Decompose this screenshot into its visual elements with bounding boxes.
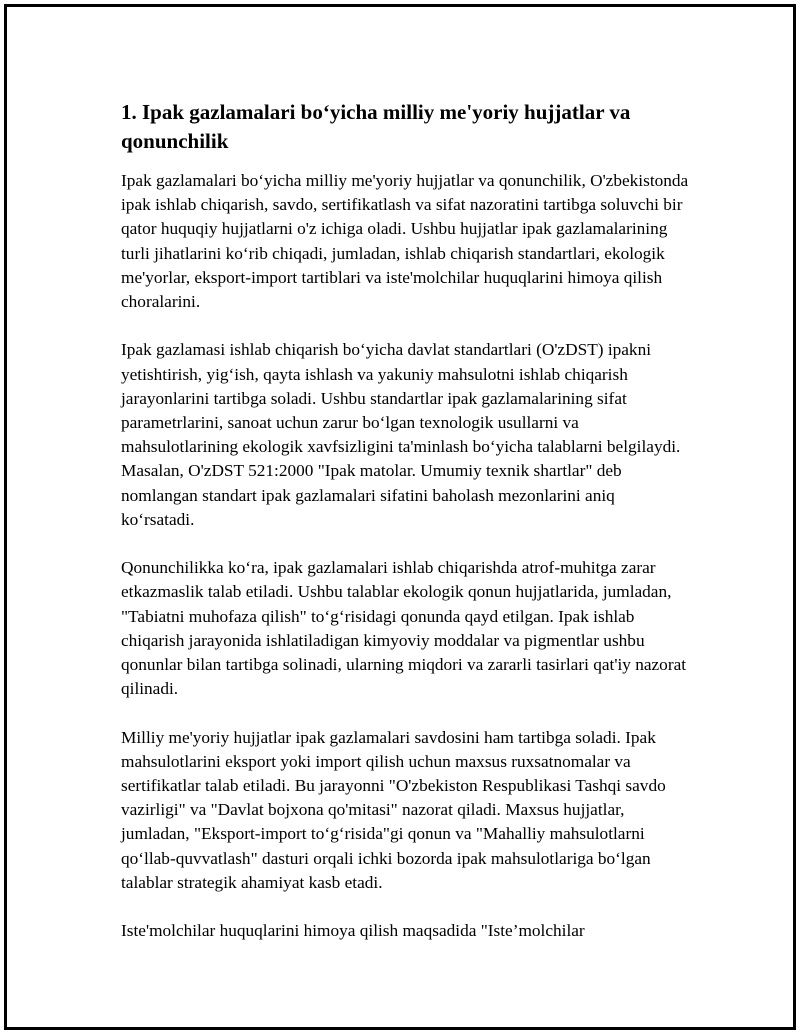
paragraph-1: Ipak gazlamalari bo‘yicha milliy me'yoriy hujjatlar va qonunchilik, O'zbekistonda ipak ishlab chiqarish, savdo, sertifikatlash va sifat nazoratini tartibga soluvchi bir qator huquqiy hujjatlarni o'z ichiga oladi. Ushbu hujjatlar ipak gazlamalarining turli jihatlarini ko‘rib chiqadi, jumladan, ishlab chiqarish standartlari, ekologik me'yorlar, eksport-import tartiblari va iste'molchilar huquqlarini himoya qilish choralarini. [121,171,689,312]
paragraph-2: Ipak gazlamasi ishlab chiqarish bo‘yicha davlat standartlari (O'zDST) ipakni yetishtirish, yig‘ish, qayta ishlash va yakuniy mahsulotni ishlab chiqarish jarayonlarini tartibga soladi. Ushbu standartlar ipak gazlamalarining sifat parametrlarini, sanoat uchun zarur bo‘lgan texnologik usullarni va mahsulotlarining ekologik xavfsizligini ta'minlash bo‘yicha talablarni belgilaydi. Masalan, O'zDST 521:2000 "Ipak matolar. Umumiy texnik shartlar" deb nomlangan standart ipak gazlamalari sifatini baholash mezonlarini aniq ko‘rsatadi. [121,340,681,529]
page-frame [4,4,796,1030]
paragraph-3: Qonunchilikka ko‘ra, ipak gazlamalari ishlab chiqarishda atrof-muhitga zarar etkazmaslik talab etiladi. Ushbu talablar ekologik qonun hujjatlarida, jumladan, "Tabiatni muhofaza qilish" to‘g‘risidagi qonunda qayd etilgan. Ipak ishlab chiqarish jarayonida ishlatiladigan kimyoviy moddalar va pigmentlar ushbu qonunlar bilan tartibga solinadi, ularning miqdori va zararli tasirlari qat'iy nazorat qilinadi. [121,558,687,699]
paragraph-4: Milliy me'yoriy hujjatlar ipak gazlamalari savdosini ham tartibga soladi. Ipak mahsulotlarini eksport yoki import qilish uchun maxsus ruxsatnomalar va sertifikatlar talab etiladi. Bu jarayonni "O'zbekiston Respublikasi Tashqi savdo vazirligi" va "Davlat bojxona qo'mitasi" nazorat qiladi. Maxsus hujjatlar, jumladan, "Eksport-import to‘g‘risida"gi qonun va "Mahalliy mahsulotlarni qo‘llab-quvvatlash" dasturi orqali ichki bozorda ipak mahsulotlariga bo‘lgan talablar strategik ahamiyat kasb etadi. [121,727,666,892]
section-heading: 1. Ipak gazlamalari bo‘yicha milliy me'yoriy hujjatlar va qonunchilik [121,100,631,153]
document-body [121,98,691,968]
paragraph-5: Iste'molchilar huquqlarini himoya qilish maqsadida "Iste’molchilar [121,921,585,941]
